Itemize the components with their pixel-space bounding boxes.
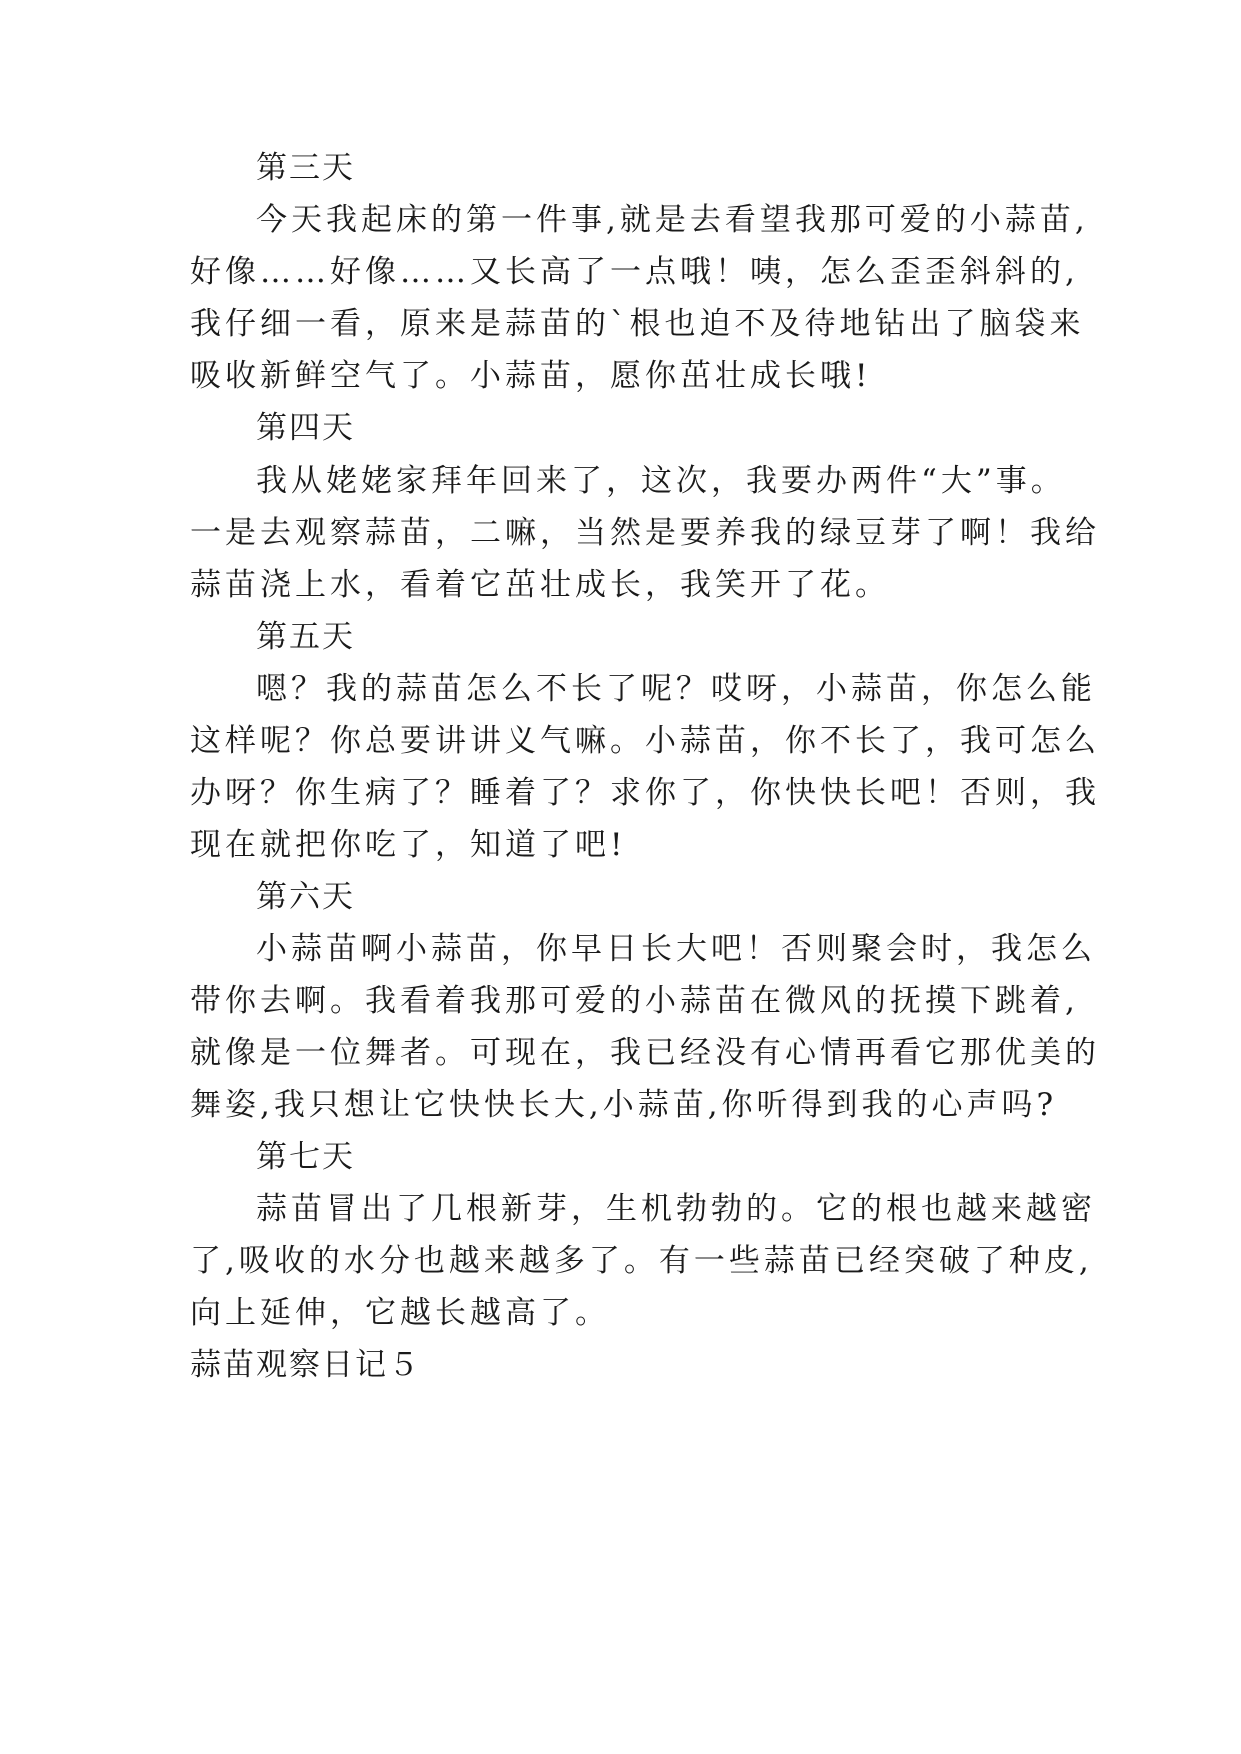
paragraph-line: 小蒜苗啊小蒜苗，你早日长大吧！否则聚会时，我怎么 [256,931,1096,967]
day-heading-3: 第三天 [256,150,355,186]
day-heading-6: 第六天 [256,879,355,915]
paragraph-line: 蒜苗冒出了几根新芽，生机勃勃的。它的根也越来越密 [256,1191,1096,1227]
paragraph-line: 吸收新鲜空气了。小蒜苗，愿你茁壮成长哦! [190,358,872,394]
day-heading-5: 第五天 [256,619,355,655]
paragraph-line: 了,吸收的水分也越来越多了。有一些蒜苗已经突破了种皮, [190,1243,1093,1279]
paragraph-line: 我仔细一看，原来是蒜苗的`根也迫不及待地钻出了脑袋来 [190,306,1085,342]
section-title: 蒜苗观察日记５ [190,1347,421,1383]
day-heading-7: 第七天 [256,1139,355,1175]
paragraph-line: 嗯？我的蒜苗怎么不长了呢？哎呀，小蒜苗，你怎么能 [256,671,1096,707]
paragraph-line: 今天我起床的第一件事,就是去看望我那可爱的小蒜苗, [256,202,1089,238]
paragraph-line: 向上延伸，它越长越高了。 [190,1295,610,1331]
paragraph-line: 一是去观察蒜苗，二嘛，当然是要养我的绿豆芽了啊！我给 [190,515,1100,551]
paragraph-line: 我从姥姥家拜年回来了，这次，我要办两件“大”事。 [256,463,1066,499]
paragraph-line: 现在就把你吃了，知道了吧! [190,827,627,863]
paragraph-line: 带你去啊。我看着我那可爱的小蒜苗在微风的抚摸下跳着, [190,983,1079,1019]
paragraph-line: 这样呢？你总要讲讲义气嘛。小蒜苗，你不长了，我可怎么 [190,723,1100,759]
paragraph-line: 办呀？你生病了？睡着了？求你了，你快快长吧！否则，我 [190,775,1100,811]
paragraph-line: 舞姿,我只想让它快快长大,小蒜苗,你听得到我的心声吗? [190,1087,1058,1123]
paragraph-line: 就像是一位舞者。可现在，我已经没有心情再看它那优美的 [190,1035,1100,1071]
paragraph-line: 好像……好像……又长高了一点哦！咦，怎么歪歪斜斜的, [190,254,1079,290]
day-heading-4: 第四天 [256,410,355,446]
paragraph-line: 蒜苗浇上水，看着它茁壮成长，我笑开了花。 [190,567,890,603]
